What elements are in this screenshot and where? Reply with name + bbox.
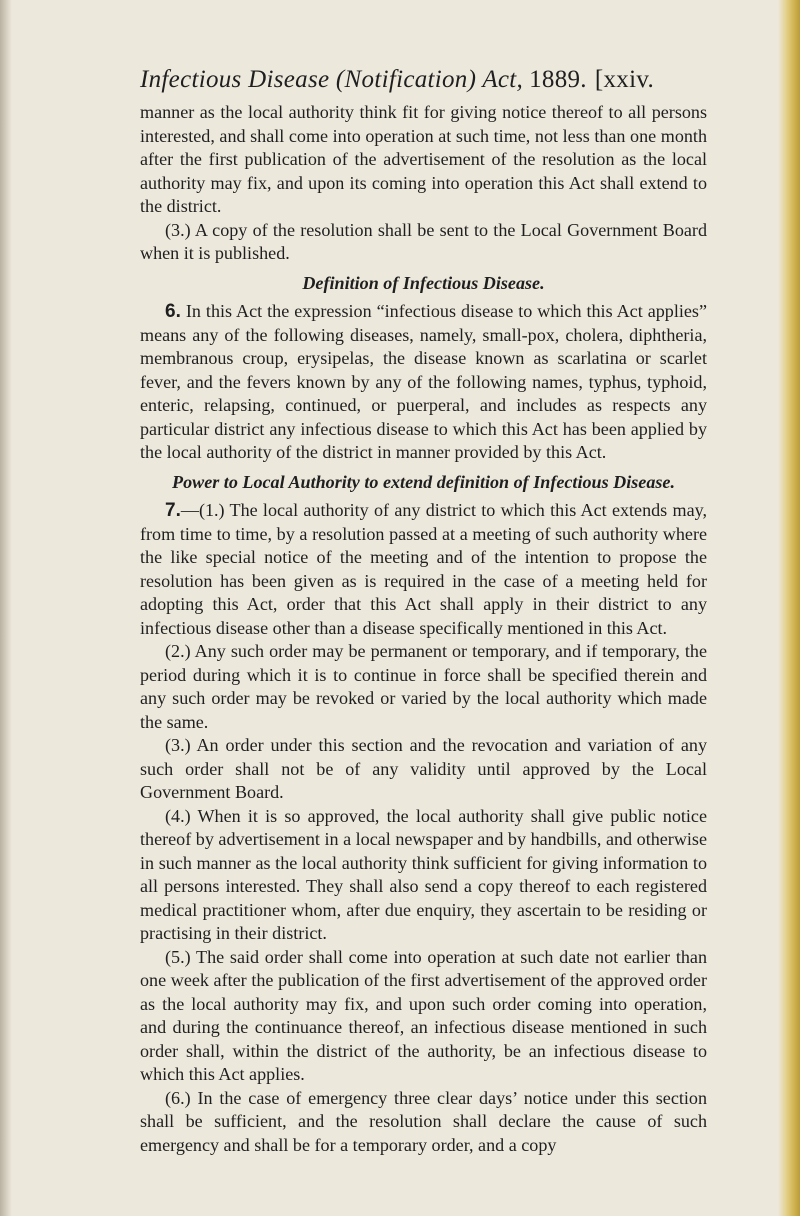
section-7-1 xyxy=(140,499,707,640)
running-header xyxy=(140,66,710,94)
section-6-number: 6. xyxy=(165,301,181,322)
section-7-6: (6.) In the case of emergency three clear days’ notice under this section shall be sufficient, and the resolution shall declare the cause of such emergency and shall be for a temporary order, and a copy xyxy=(140,1087,707,1155)
paragraph-5-3: (3.) A copy of the resolution shall be sent to the Local Government Board when it is published. xyxy=(140,219,707,263)
paragraph-continuation: manner as the local authority think fit for giving notice thereof to all persons interested, and shall come into operation at such time, not less than one month after the first publication of the advertisement of the resolution as the local authority may fix, and upon its coming into operation this Act shall extend to the district. xyxy=(140,102,707,216)
section-6-text: In this Act the expression “infectious disease to which this Act applies” means any of the following diseases, namely, small-pox, cholera, diphtheria, membranous croup, erysipelas, the disease known as scarlatina or scarlet fever, and the fevers known by any of the following names, typhus, typhoid, enteric, relapsing, continued, or puerperal, and includes as respects any particular district any infectious disease to which this Act has been applied by the local authority of the district in manner provided by this Act. xyxy=(140,301,708,462)
header-year: 1889. xyxy=(529,66,587,93)
page-gutter-shadow xyxy=(0,0,12,1216)
page-gilt-edge xyxy=(778,0,800,1216)
section-7-1-text: —(1.) The local authority of any district to which this Act extends may, from time to time, by a resolution passed at a meeting of such authority where the like special notice of the meeting and of the intention to propose the resolution has been given as is required in the case of a meeting held for adopting this Act, order that this Act shall apply in their district to any infectious disease other than a disease specifically mentioned in this Act. xyxy=(140,500,707,638)
section-7-number: 7. xyxy=(165,500,181,521)
page-number: [xxiv. xyxy=(594,66,655,93)
section-6 xyxy=(140,300,707,465)
page-body xyxy=(140,101,707,1157)
section-7-4: (4.) When it is so approved, the local authority shall give public notice thereof by advertisement in a local newspaper and by handbills, and otherwise in such manner as the local authority think sufficient for giving information to all persons interested. They shall also send a copy thereof to each registered medical practitioner whom, after due enquiry, they ascertain to be residing or practising in their district. xyxy=(140,805,707,943)
section-7-5: (5.) The said order shall come into operation at such date not earlier than one week after the publication of the first advertisement of the approved order as the local authority may fix, and upon such order coming into operation, and during the continuance thereof, an infectious disease mentioned in such order shall, within the district of the authority, be an infectious disease to which this Act applies. xyxy=(140,946,707,1084)
heading-definition: Definition of Infectious Disease. xyxy=(302,272,545,293)
header-title: Infectious Disease (Notification) Act, xyxy=(140,66,524,93)
section-7-2: (2.) Any such order may be permanent or temporary, and if temporary, the period during which it is to continue in force shall be specified therein and any such order may be revoked or varied by the local authority which made the same. xyxy=(140,641,707,732)
section-7-3: (3.) An order under this section and the revocation and variation of any such order shall not be of any validity until approved by the Local Government Board. xyxy=(140,735,707,802)
heading-power: Power to Local Authority to extend definition of Infectious Disease. xyxy=(172,471,675,492)
